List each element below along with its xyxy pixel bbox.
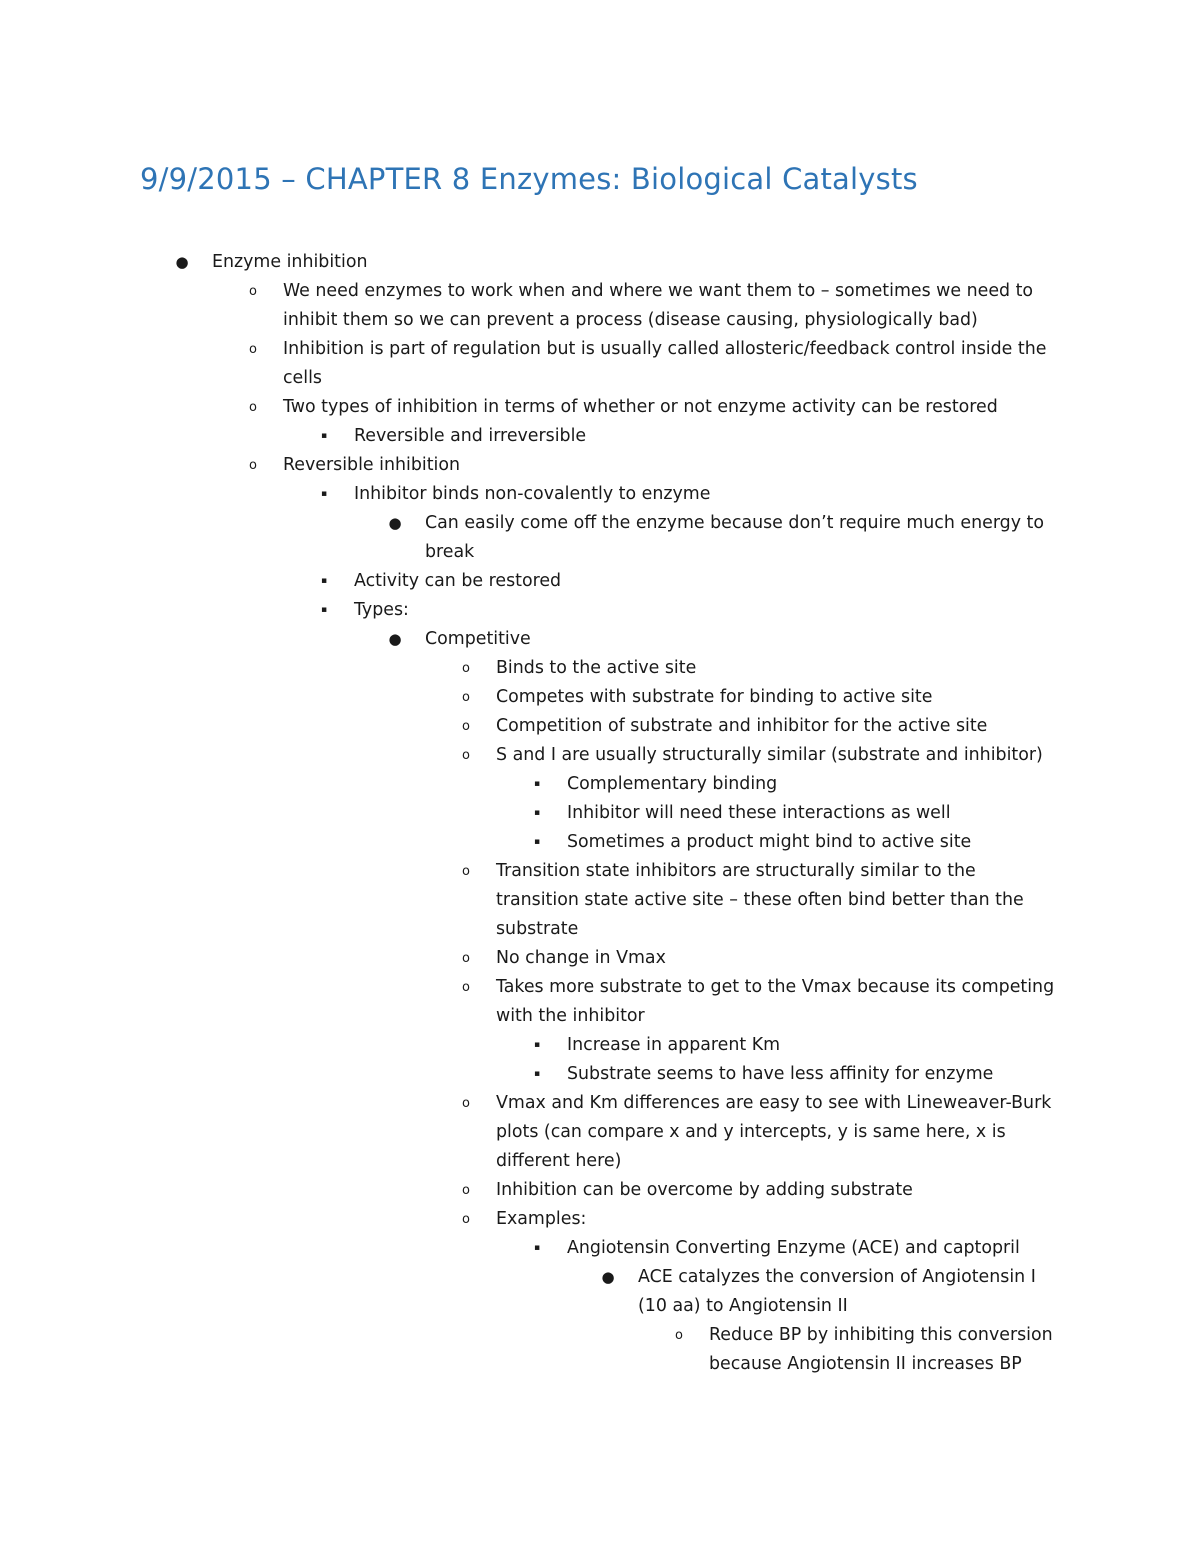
list-item — [0, 248, 1200, 277]
bullet-marker-icon: ● — [388, 630, 402, 648]
list-item-text: Examples: — [496, 1209, 587, 1229]
list-item — [0, 741, 1200, 770]
square-marker-icon: ▪ — [320, 489, 328, 499]
list-item-text: Inhibitor will need these interactions as well — [567, 803, 951, 823]
list-item-text: cells — [283, 368, 322, 388]
circle-marker-icon: o — [249, 458, 257, 473]
list-item — [0, 480, 1200, 509]
list-item-text: ACE catalyzes the conversion of Angiotensin I — [638, 1267, 1036, 1287]
bullet-marker-icon: ● — [601, 1268, 615, 1286]
list-item — [0, 1089, 1200, 1118]
list-item-text: Sometimes a product might bind to active site — [567, 832, 972, 852]
list-item — [0, 596, 1200, 625]
list-item — [0, 654, 1200, 683]
list-item-continuation — [0, 1350, 1200, 1379]
list-item — [0, 393, 1200, 422]
list-item-text: Reduce BP by inhibiting this conversion — [709, 1325, 1053, 1345]
list-item — [0, 944, 1200, 973]
list-item-text: Binds to the active site — [496, 658, 697, 678]
list-item — [0, 422, 1200, 451]
list-item — [0, 683, 1200, 712]
circle-marker-icon: o — [249, 284, 257, 299]
list-item-continuation — [0, 1292, 1200, 1321]
list-item-text: Competition of substrate and inhibitor for the active site — [496, 716, 988, 736]
circle-marker-icon: o — [462, 690, 470, 705]
list-item — [0, 277, 1200, 306]
circle-marker-icon: o — [462, 719, 470, 734]
list-item-text: with the inhibitor — [496, 1006, 645, 1026]
list-item — [0, 828, 1200, 857]
list-item-text: Substrate seems to have less affinity for enzyme — [567, 1064, 994, 1084]
list-item-text: Increase in apparent Km — [567, 1035, 781, 1055]
list-item-continuation — [0, 1147, 1200, 1176]
list-item-continuation — [0, 1118, 1200, 1147]
circle-marker-icon: o — [462, 951, 470, 966]
bullet-marker-icon: ● — [388, 514, 402, 532]
square-marker-icon: ▪ — [533, 1069, 541, 1079]
circle-marker-icon: o — [462, 748, 470, 763]
list-item-continuation — [0, 538, 1200, 567]
list-item-text: Two types of inhibition in terms of whether or not enzyme activity can be restored — [283, 397, 998, 417]
list-item-text: plots (can compare x and y intercepts, y is same here, x is — [496, 1122, 1006, 1142]
list-item-text: Angiotensin Converting Enzyme (ACE) and captopril — [567, 1238, 1020, 1258]
list-item-text: Types: — [354, 600, 409, 620]
list-item-text: No change in Vmax — [496, 948, 666, 968]
list-item — [0, 1205, 1200, 1234]
circle-marker-icon: o — [675, 1328, 683, 1343]
page-title: 9/9/2015 – CHAPTER 8 Enzymes: Biological Catalysts — [140, 162, 918, 196]
circle-marker-icon: o — [462, 1183, 470, 1198]
circle-marker-icon: o — [249, 342, 257, 357]
list-item-text: break — [425, 542, 475, 562]
list-item-text: Competitive — [425, 629, 531, 649]
list-item — [0, 1234, 1200, 1263]
list-item-text: Activity can be restored — [354, 571, 562, 591]
list-item-text: Enzyme inhibition — [212, 252, 368, 272]
list-item-text: Reversible inhibition — [283, 455, 461, 475]
list-item — [0, 335, 1200, 364]
square-marker-icon: ▪ — [320, 576, 328, 586]
circle-marker-icon: o — [462, 864, 470, 879]
circle-marker-icon: o — [249, 400, 257, 415]
list-item — [0, 451, 1200, 480]
list-item — [0, 1060, 1200, 1089]
square-marker-icon: ▪ — [320, 605, 328, 615]
list-item-text: Can easily come off the enzyme because don’t require much energy to — [425, 513, 1044, 533]
square-marker-icon: ▪ — [533, 837, 541, 847]
square-marker-icon: ▪ — [533, 779, 541, 789]
list-item — [0, 799, 1200, 828]
list-item-text: transition state active site – these often bind better than the — [496, 890, 1024, 910]
list-item-text: We need enzymes to work when and where we want them to – sometimes we need to — [283, 281, 1034, 301]
list-item-continuation — [0, 915, 1200, 944]
list-item-text: Reversible and irreversible — [354, 426, 587, 446]
list-item-text: Inhibition is part of regulation but is usually called allosteric/feedback control inside the — [283, 339, 1047, 359]
list-item-text: inhibit them so we can prevent a process (disease causing, physiologically bad) — [283, 310, 978, 330]
list-item — [0, 1176, 1200, 1205]
list-item-continuation — [0, 1002, 1200, 1031]
list-item — [0, 625, 1200, 654]
list-item-text: (10 aa) to Angiotensin II — [638, 1296, 848, 1316]
list-item-text: different here) — [496, 1151, 622, 1171]
circle-marker-icon: o — [462, 661, 470, 676]
square-marker-icon: ▪ — [320, 431, 328, 441]
list-item — [0, 973, 1200, 1002]
circle-marker-icon: o — [462, 980, 470, 995]
list-item — [0, 770, 1200, 799]
list-item — [0, 567, 1200, 596]
list-item — [0, 1031, 1200, 1060]
square-marker-icon: ▪ — [533, 1243, 541, 1253]
list-item-text: substrate — [496, 919, 579, 939]
list-item-text: Vmax and Km differences are easy to see with Lineweaver-Burk — [496, 1093, 1052, 1113]
list-item — [0, 509, 1200, 538]
list-item — [0, 712, 1200, 741]
circle-marker-icon: o — [462, 1212, 470, 1227]
list-item — [0, 1263, 1200, 1292]
square-marker-icon: ▪ — [533, 1040, 541, 1050]
circle-marker-icon: o — [462, 1096, 470, 1111]
list-item-text: Competes with substrate for binding to active site — [496, 687, 933, 707]
bullet-marker-icon: ● — [175, 253, 189, 271]
list-item-continuation — [0, 364, 1200, 393]
list-item-text: Transition state inhibitors are structurally similar to the — [496, 861, 976, 881]
list-item-text: Takes more substrate to get to the Vmax because its competing — [496, 977, 1055, 997]
list-item-text: Inhibition can be overcome by adding substrate — [496, 1180, 913, 1200]
list-item-text: because Angiotensin II increases BP — [709, 1354, 1022, 1374]
list-item-text: Complementary binding — [567, 774, 778, 794]
list-item — [0, 857, 1200, 886]
list-item-continuation — [0, 306, 1200, 335]
list-item-text: Inhibitor binds non-covalently to enzyme — [354, 484, 711, 504]
list-item — [0, 1321, 1200, 1350]
square-marker-icon: ▪ — [533, 808, 541, 818]
list-item-continuation — [0, 886, 1200, 915]
list-item-text: S and I are usually structurally similar (substrate and inhibitor) — [496, 745, 1043, 765]
